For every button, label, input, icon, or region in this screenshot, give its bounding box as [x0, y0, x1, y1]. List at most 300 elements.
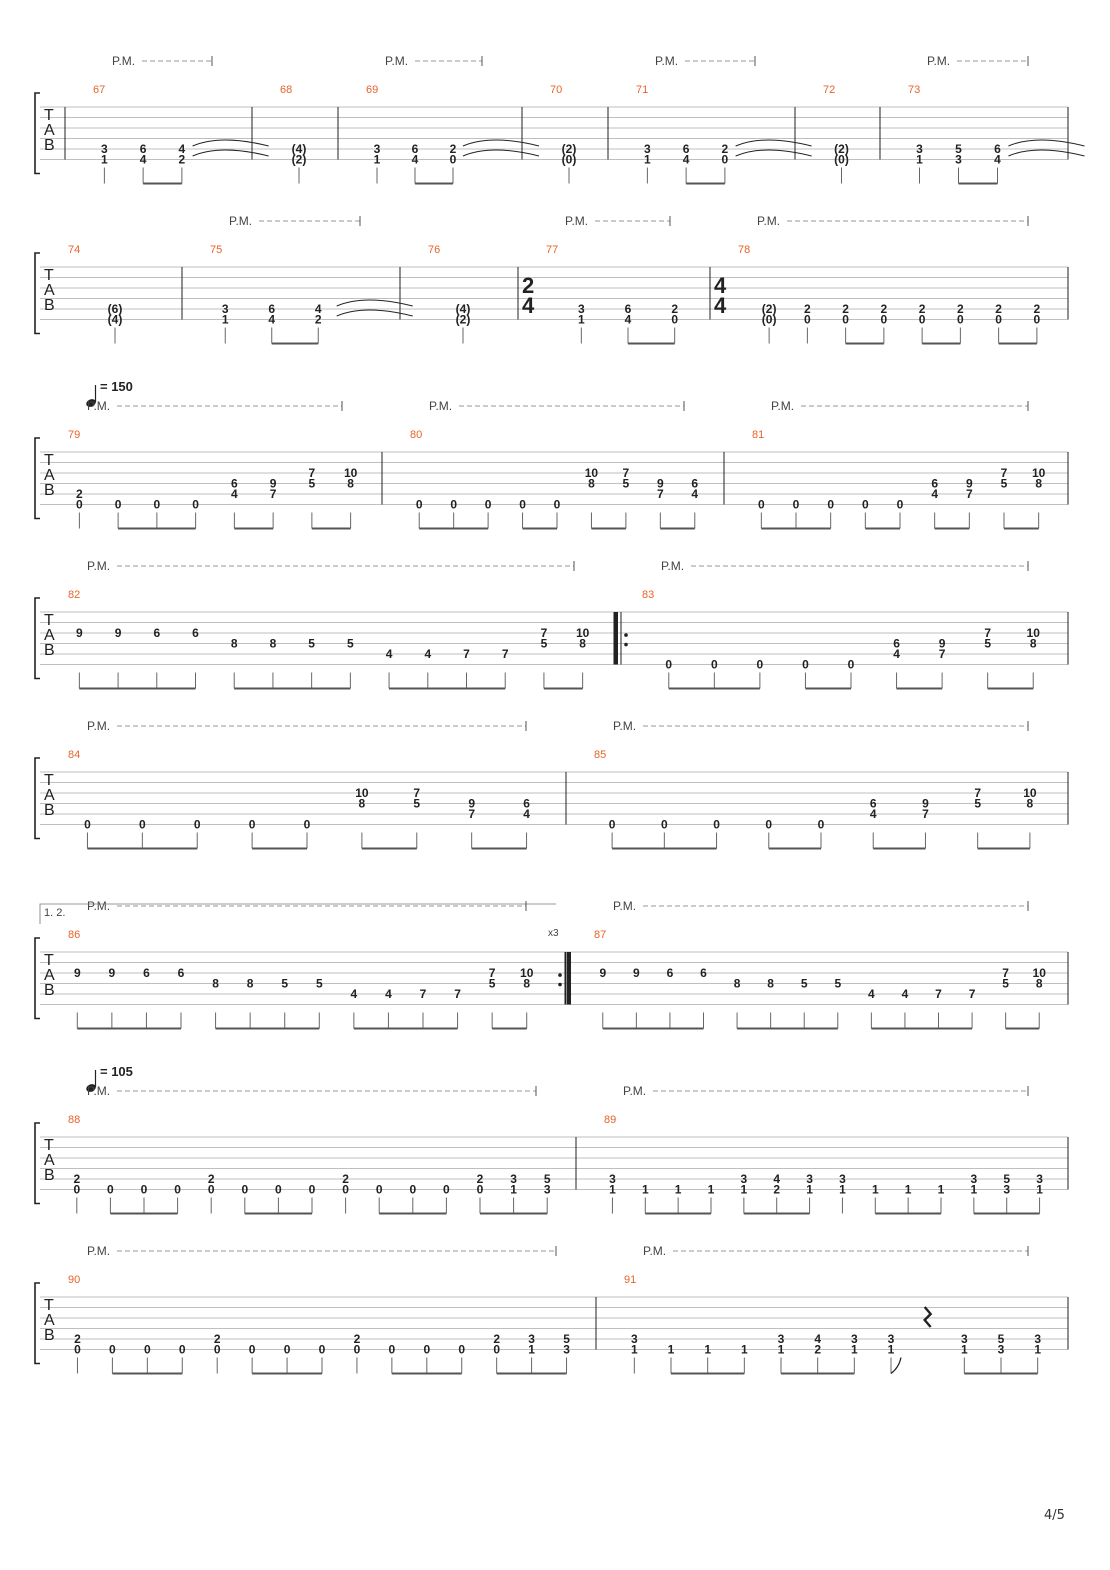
- fret-number: 4: [523, 807, 530, 821]
- fret-number: (4): [107, 312, 123, 327]
- system-bracket: [35, 938, 40, 1019]
- fret-number: 2: [1033, 302, 1041, 316]
- palm-mute-label: P.M.: [623, 1084, 647, 1098]
- fret-number: 1: [850, 1342, 858, 1357]
- fret-number: 0: [174, 1182, 181, 1197]
- fret-number: 4: [385, 647, 393, 661]
- palm-mute-label: P.M.: [87, 399, 111, 413]
- fret-number: 0: [880, 312, 888, 327]
- palm-mute-label: P.M.: [661, 559, 685, 573]
- fret-number: 3: [563, 1342, 570, 1357]
- measure-number: 73: [908, 84, 921, 96]
- fret-number: 6: [143, 966, 150, 980]
- tab-clef-letter: A: [44, 1152, 55, 1169]
- fret-number: 7: [1002, 966, 1009, 980]
- fret-number: 0: [1033, 312, 1041, 327]
- fret-number: 0: [409, 1182, 417, 1197]
- fret-number: 8: [1026, 796, 1034, 811]
- fret-number: 6: [268, 302, 276, 316]
- fret-number: 5: [974, 796, 982, 811]
- tie-arc: [463, 140, 539, 146]
- fret-number: 4: [901, 987, 909, 1001]
- fret-number: 1: [577, 312, 585, 327]
- palm-mute-label: P.M.: [613, 899, 637, 913]
- tab-clef-letter: T: [44, 612, 54, 629]
- fret-number: 5: [488, 976, 496, 991]
- fret-number: 9: [468, 796, 476, 811]
- time-signature-top: 2: [522, 273, 535, 298]
- fret-number: 6: [231, 476, 238, 491]
- fret-number: 2: [207, 1172, 215, 1186]
- repeat-dot: [558, 973, 562, 977]
- fret-number: 2: [671, 302, 679, 316]
- fret-number: 5: [315, 976, 323, 991]
- system-bracket: [35, 438, 40, 519]
- fret-number: 0: [140, 1182, 148, 1197]
- fret-number: 5: [308, 636, 315, 651]
- tab-clef-letter: T: [44, 772, 54, 789]
- fret-number: 4: [350, 987, 358, 1001]
- fret-number: 0: [415, 497, 423, 512]
- fret-number: 8: [246, 976, 254, 991]
- fret-number: 1: [510, 1182, 517, 1197]
- tab-clef-letter: B: [44, 137, 55, 154]
- tab-clef-letter: A: [44, 282, 55, 299]
- time-signature-bottom: 4: [714, 293, 727, 318]
- fret-number: 9: [76, 626, 83, 640]
- fret-number: 4: [682, 152, 690, 167]
- fret-number: 0: [995, 312, 1002, 327]
- fret-number: 7: [413, 786, 421, 800]
- fret-number: 0: [248, 1342, 256, 1357]
- tempo-marking: = 105: [100, 1064, 133, 1079]
- fret-number: 6: [523, 796, 530, 811]
- tab-clef-letter: B: [44, 642, 55, 659]
- fret-number: 9: [965, 476, 973, 491]
- fret-number: 0: [553, 497, 561, 512]
- fret-number: 1: [916, 152, 923, 167]
- tie-arc: [736, 150, 812, 156]
- fret-number: 4: [624, 312, 632, 327]
- fret-number: 3: [740, 1172, 748, 1186]
- tie-arc: [337, 300, 413, 306]
- fret-number: 0: [804, 312, 811, 327]
- fret-number: 7: [468, 807, 476, 821]
- fret-number: 4: [385, 987, 392, 1001]
- fret-number: 3: [101, 142, 108, 156]
- tab-clef-letter: T: [44, 267, 54, 284]
- measure-number: 85: [594, 749, 607, 761]
- tab-clef-letter: A: [44, 122, 55, 139]
- time-signature-bottom: 4: [522, 293, 535, 318]
- fret-number: 3: [630, 1332, 638, 1346]
- fret-number: 1: [101, 152, 108, 167]
- fret-number: 1: [667, 1342, 675, 1357]
- fret-number: 8: [588, 476, 595, 491]
- measure-number: 75: [210, 244, 223, 256]
- fret-number: 0: [450, 497, 458, 512]
- fret-number: 4: [869, 807, 877, 821]
- fret-number: 10: [1026, 626, 1040, 640]
- fret-number: 7: [968, 987, 976, 1001]
- tie-arc: [1009, 140, 1085, 146]
- fret-number: 8: [1035, 476, 1043, 491]
- note-flag: [891, 1358, 901, 1374]
- fret-number: 0: [423, 1342, 431, 1357]
- tab-clef-letter: T: [44, 107, 54, 124]
- fret-number: 0: [153, 497, 161, 512]
- measure-number: 74: [68, 244, 81, 256]
- palm-mute-label: P.M.: [87, 899, 111, 913]
- fret-number: 2: [73, 1172, 81, 1186]
- fret-number: 5: [413, 796, 421, 811]
- tab-clef-letter: B: [44, 297, 55, 314]
- measure-number: 69: [366, 84, 379, 96]
- tie-arc: [736, 140, 812, 146]
- fret-number: 9: [633, 966, 640, 980]
- fret-number: 1: [887, 1342, 895, 1357]
- fret-number: 3: [960, 1332, 968, 1346]
- measure-number: 71: [636, 84, 649, 96]
- fret-number: 4: [814, 1332, 822, 1346]
- fret-number: (0): [561, 152, 577, 167]
- fret-number: 10: [584, 466, 599, 480]
- volta-bracket: [40, 904, 556, 924]
- fret-number: 8: [523, 976, 531, 991]
- fret-number: 8: [269, 636, 277, 651]
- fret-number: 5: [1003, 1172, 1011, 1186]
- palm-mute-label: P.M.: [87, 719, 111, 733]
- palm-mute-label: P.M.: [429, 399, 453, 413]
- fret-number: 1: [777, 1342, 785, 1357]
- fret-number: 4: [424, 647, 432, 661]
- fret-number: 0: [861, 497, 869, 512]
- fret-number: 6: [700, 966, 707, 980]
- measure-number: 67: [93, 84, 106, 96]
- fret-number: 7: [308, 466, 316, 480]
- fret-number: 6: [994, 142, 1001, 156]
- fret-number: 1: [806, 1182, 813, 1197]
- measure-number: 68: [280, 84, 293, 96]
- fret-number: 6: [139, 142, 147, 156]
- fret-number: 0: [847, 657, 855, 672]
- fret-number: 2: [957, 302, 964, 316]
- fret-number: 5: [984, 636, 992, 651]
- fret-number: 7: [1000, 466, 1008, 480]
- fret-number: 4: [139, 152, 147, 167]
- fret-number: 2: [74, 1332, 81, 1346]
- measure-number: 90: [68, 1274, 81, 1286]
- tab-clef-letter: B: [44, 982, 55, 999]
- fret-number: 8: [212, 976, 219, 991]
- measure-number: 78: [738, 244, 751, 256]
- fret-number: 6: [624, 302, 632, 316]
- fret-number: 0: [802, 657, 809, 672]
- fret-number: 3: [609, 1172, 616, 1186]
- fret-number: (4): [291, 142, 307, 156]
- repeat-dot: [624, 643, 628, 647]
- fret-number: (2): [761, 302, 777, 316]
- fret-number: 1: [609, 1182, 616, 1197]
- fret-number: 0: [192, 497, 199, 512]
- fret-number: 3: [373, 142, 381, 156]
- fret-number: 1: [630, 1342, 638, 1357]
- fret-number: 4: [314, 302, 322, 316]
- fret-number: 5: [622, 476, 630, 491]
- fret-number: 7: [419, 987, 427, 1001]
- fret-number: 4: [893, 647, 900, 661]
- fret-number: 7: [935, 987, 942, 1001]
- fret-number: 0: [765, 817, 773, 832]
- fret-number: 5: [997, 1332, 1005, 1346]
- fret-number: 3: [221, 302, 229, 316]
- page-number: 4/5: [1044, 1508, 1065, 1523]
- fret-number: 4: [773, 1172, 781, 1186]
- fret-number: (2): [291, 152, 307, 167]
- fret-number: 1: [960, 1342, 968, 1357]
- fret-number: 4: [931, 487, 939, 501]
- palm-mute-label: P.M.: [87, 559, 111, 573]
- measure-number: 89: [604, 1114, 617, 1126]
- measure-number: 83: [642, 589, 655, 601]
- fret-number: 0: [757, 497, 765, 512]
- fret-number: 8: [733, 976, 741, 991]
- fret-number: 9: [73, 966, 81, 980]
- fret-number: 3: [887, 1332, 895, 1346]
- system-bracket: [35, 253, 40, 334]
- fret-number: 0: [353, 1342, 361, 1357]
- fret-number: 1: [641, 1182, 649, 1197]
- system-bracket: [35, 93, 40, 174]
- fret-number: 2: [76, 487, 83, 501]
- fret-number: 2: [995, 302, 1002, 316]
- fret-number: 0: [918, 312, 926, 327]
- fret-number: 0: [73, 1182, 81, 1197]
- fret-number: 7: [540, 626, 548, 640]
- measure-number: 87: [594, 929, 607, 941]
- tab-clef-letter: B: [44, 482, 55, 499]
- fret-number: 7: [501, 647, 509, 661]
- fret-number: 5: [308, 476, 316, 491]
- fret-number: 0: [283, 1342, 291, 1357]
- fret-number: 5: [563, 1332, 570, 1346]
- fret-number: 9: [938, 636, 946, 651]
- fret-number: 8: [1035, 976, 1043, 991]
- fret-number: 0: [114, 497, 122, 512]
- fret-number: 1: [373, 152, 381, 167]
- fret-number: 5: [540, 636, 548, 651]
- measure-number: 76: [428, 244, 441, 256]
- fret-number: 3: [839, 1172, 846, 1186]
- fret-number: 7: [463, 647, 470, 661]
- palm-mute-label: P.M.: [385, 54, 409, 68]
- fret-number: 10: [520, 966, 534, 980]
- fret-number: 8: [230, 636, 238, 651]
- measure-number: 70: [550, 84, 563, 96]
- fret-number: 1: [528, 1342, 535, 1357]
- fret-number: 2: [842, 302, 849, 316]
- fret-number: 3: [543, 1182, 551, 1197]
- measure-number: 82: [68, 589, 81, 601]
- fret-number: 6: [682, 142, 690, 156]
- fret-number: 0: [388, 1342, 396, 1357]
- fret-number: (0): [834, 152, 849, 167]
- fret-number: 2: [353, 1332, 361, 1346]
- fret-number: 3: [850, 1332, 858, 1346]
- fret-number: 10: [1031, 466, 1046, 480]
- repeat-thick-bar: [614, 612, 618, 665]
- tab-clef-letter: B: [44, 1167, 55, 1184]
- fret-number: 0: [143, 1342, 151, 1357]
- fret-number: 0: [178, 1342, 186, 1357]
- tab-clef-letter: T: [44, 452, 54, 469]
- tab-clef-letter: A: [44, 1312, 55, 1329]
- palm-mute-label: P.M.: [771, 399, 795, 413]
- fret-number: 0: [275, 1182, 282, 1197]
- fret-number: 2: [342, 1172, 349, 1186]
- fret-number: 7: [269, 487, 277, 501]
- fret-number: 4: [268, 312, 276, 327]
- repeat-dot: [624, 633, 628, 637]
- time-signature-top: 4: [714, 273, 727, 298]
- fret-number: 4: [411, 152, 419, 167]
- fret-number: 0: [76, 497, 83, 512]
- fret-number: 3: [528, 1332, 535, 1346]
- fret-number: 1: [970, 1182, 978, 1197]
- fret-number: 4: [231, 487, 238, 501]
- measure-number: 88: [68, 1114, 81, 1126]
- fret-number: 1: [674, 1182, 682, 1197]
- repeat-dot: [558, 983, 562, 987]
- fret-number: 1: [704, 1342, 712, 1357]
- fret-number: 0: [303, 817, 311, 832]
- fret-number: 9: [269, 476, 277, 491]
- fret-number: 0: [665, 657, 673, 672]
- tab-clef-letter: A: [44, 467, 55, 484]
- fret-number: 9: [114, 626, 122, 640]
- tab-clef-letter: T: [44, 952, 54, 969]
- fret-number: 9: [922, 796, 929, 811]
- volta-label: 1. 2.: [44, 907, 66, 919]
- fret-number: 4: [994, 152, 1001, 167]
- fret-number: 7: [965, 487, 973, 501]
- fret-number: 10: [575, 626, 590, 640]
- fret-number: 6: [666, 966, 674, 980]
- fret-number: 0: [713, 817, 720, 832]
- fret-number: (0): [761, 312, 777, 327]
- fret-number: 2: [476, 1172, 484, 1186]
- fret-number: 3: [955, 152, 962, 167]
- fret-number: 0: [342, 1182, 349, 1197]
- tab-clef-letter: T: [44, 1137, 54, 1154]
- fret-number: 5: [347, 636, 354, 651]
- fret-number: 3: [970, 1172, 978, 1186]
- fret-number: 0: [207, 1182, 215, 1197]
- fret-number: 0: [756, 657, 764, 672]
- fret-number: 8: [358, 796, 366, 811]
- fret-number: 3: [997, 1342, 1005, 1357]
- fret-number: (4): [455, 302, 471, 316]
- fret-number: 4: [868, 987, 875, 1001]
- fret-number: 0: [519, 497, 526, 512]
- palm-mute-label: P.M.: [655, 54, 679, 68]
- fret-number: (2): [834, 142, 849, 156]
- fret-number: (6): [107, 302, 123, 316]
- fret-number: 6: [192, 626, 199, 640]
- fret-number: 5: [1000, 476, 1008, 491]
- fret-number: 5: [281, 976, 289, 991]
- fret-number: 3: [777, 1332, 785, 1346]
- fret-number: 5: [834, 976, 842, 991]
- fret-number: 0: [213, 1342, 221, 1357]
- fret-number: 0: [660, 817, 668, 832]
- fret-number: 7: [454, 987, 461, 1001]
- fret-number: 1: [221, 312, 229, 327]
- repeat-count: x3: [548, 928, 559, 939]
- fret-number: 3: [1003, 1182, 1011, 1197]
- fret-number: 0: [248, 817, 256, 832]
- fret-number: 2: [804, 302, 811, 316]
- fret-number: 0: [608, 817, 616, 832]
- measure-number: 77: [546, 244, 559, 256]
- fret-number: 2: [213, 1332, 221, 1346]
- fret-number: 0: [842, 312, 849, 327]
- palm-mute-label: P.M.: [87, 1244, 111, 1258]
- fret-number: 1: [740, 1182, 748, 1197]
- fret-number: 0: [671, 312, 679, 327]
- fret-number: 3: [806, 1172, 813, 1186]
- fret-number: 0: [449, 152, 457, 167]
- fret-number: 6: [893, 636, 900, 651]
- tab-clef-letter: B: [44, 802, 55, 819]
- fret-number: 0: [792, 497, 800, 512]
- fret-number: 0: [484, 497, 492, 512]
- fret-number: 1: [937, 1182, 945, 1197]
- fret-number: 10: [355, 786, 369, 800]
- fret-number: 8: [347, 476, 354, 491]
- fret-number: 5: [1002, 976, 1009, 991]
- tie-arc: [337, 310, 413, 316]
- system-bracket: [35, 1123, 40, 1204]
- fret-number: 6: [931, 476, 939, 491]
- system-bracket: [35, 758, 40, 839]
- fret-number: 1: [904, 1182, 912, 1197]
- fret-number: 7: [974, 786, 982, 800]
- palm-mute-label: P.M.: [757, 214, 781, 228]
- fret-number: 0: [710, 657, 718, 672]
- palm-mute-label: P.M.: [565, 214, 589, 228]
- fret-number: 2: [493, 1332, 501, 1346]
- fret-number: 0: [493, 1342, 501, 1357]
- fret-number: 0: [193, 817, 201, 832]
- fret-number: 0: [375, 1182, 383, 1197]
- fret-number: 0: [458, 1342, 466, 1357]
- fret-number: 3: [1034, 1332, 1042, 1346]
- repeat-thick-bar: [567, 952, 571, 1005]
- fret-number: 3: [577, 302, 585, 316]
- fret-number: 2: [773, 1182, 781, 1197]
- fret-number: 4: [178, 142, 186, 156]
- fret-number: 7: [656, 487, 664, 501]
- fret-number: 0: [138, 817, 146, 832]
- palm-mute-label: P.M.: [112, 54, 136, 68]
- tab-clef-letter: A: [44, 627, 55, 644]
- fret-number: 5: [955, 142, 962, 156]
- fret-number: 1: [644, 152, 651, 167]
- fret-number: 1: [1036, 1182, 1043, 1197]
- fret-number: 8: [767, 976, 774, 991]
- tie-arc: [463, 150, 539, 156]
